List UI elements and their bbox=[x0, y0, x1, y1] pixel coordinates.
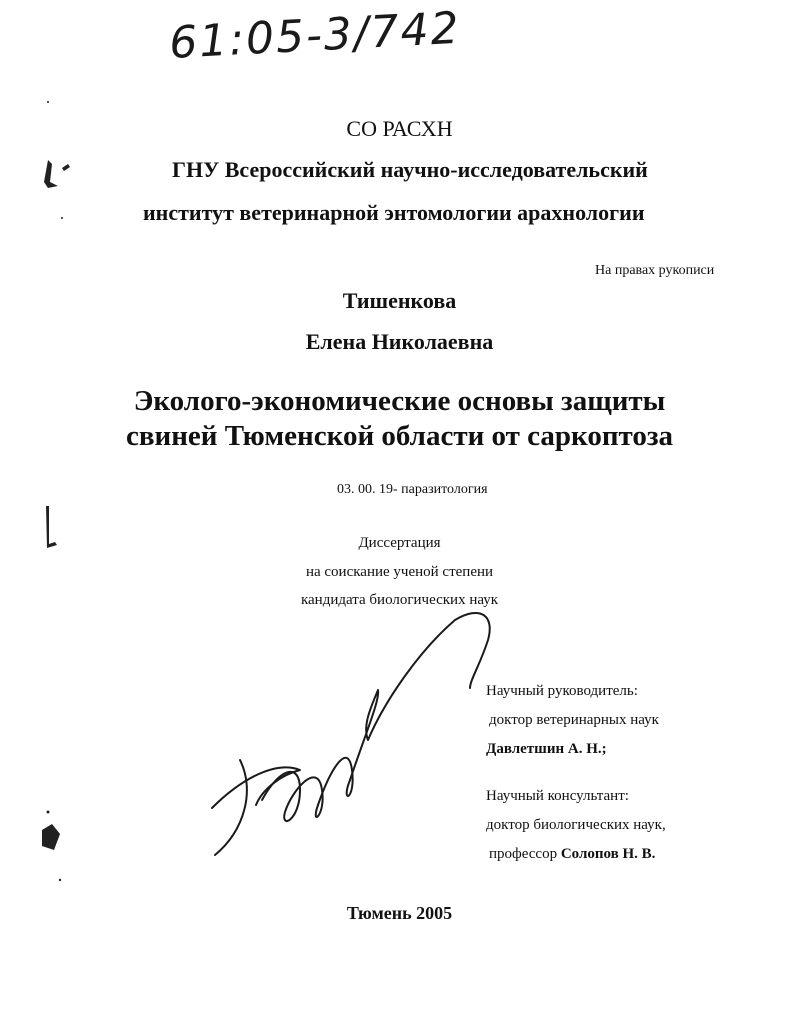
signature-stroke bbox=[215, 760, 247, 855]
dissertation-type-line2: на соискание ученой степени bbox=[305, 564, 494, 580]
scan-speck bbox=[61, 217, 63, 219]
institute-name-line2: институт ветеринарной энтомологии арахнологии bbox=[143, 200, 645, 225]
scan-speck bbox=[59, 879, 61, 881]
scan-speck bbox=[47, 811, 50, 814]
scan-speck bbox=[47, 101, 49, 103]
consultant-degree: доктор биологических наук, bbox=[486, 817, 666, 833]
supervisor-degree: доктор ветеринарных наук bbox=[489, 712, 659, 728]
thesis-title-line2: свиней Тюменской области от саркоптоза bbox=[125, 420, 674, 452]
author-surname: Тишенкова bbox=[342, 288, 457, 313]
author-given-names: Елена Николаевна bbox=[305, 329, 494, 354]
scan-speck bbox=[44, 160, 58, 188]
supervisor-label: Научный руководитель: bbox=[486, 683, 638, 699]
scan-speck bbox=[62, 164, 70, 171]
city-year: Тюмень 2005 bbox=[346, 903, 453, 923]
consultant-title bbox=[489, 846, 655, 863]
rights-note: На правах рукописи bbox=[595, 263, 715, 278]
consultant-title-prefix: профессор bbox=[489, 846, 558, 862]
signature-stroke bbox=[350, 613, 490, 780]
signature-stroke bbox=[318, 758, 353, 805]
scan-speck bbox=[42, 824, 60, 850]
consultant-label: Научный консультант: bbox=[486, 788, 629, 804]
specialty-code: 03. 00. 19- паразитология bbox=[337, 482, 488, 497]
handwritten-archive-number: 61:05-3/742 bbox=[168, 2, 462, 69]
thesis-title-line1: Эколого-экономические основы защиты bbox=[133, 385, 666, 417]
dissertation-type-line3: кандидата биологических наук bbox=[300, 592, 499, 608]
institute-name-line1: ГНУ Всероссийский научно-исследовательский bbox=[172, 157, 648, 182]
signature-stroke bbox=[212, 767, 300, 808]
supervisor-name: Давлетшин А. Н.; bbox=[486, 741, 607, 757]
signature-stroke bbox=[262, 772, 323, 821]
organization-name: СО РАСХН bbox=[346, 116, 453, 141]
consultant-name: Солопов Н. В. bbox=[560, 846, 656, 862]
dissertation-type-line1: Диссертация bbox=[358, 535, 441, 551]
